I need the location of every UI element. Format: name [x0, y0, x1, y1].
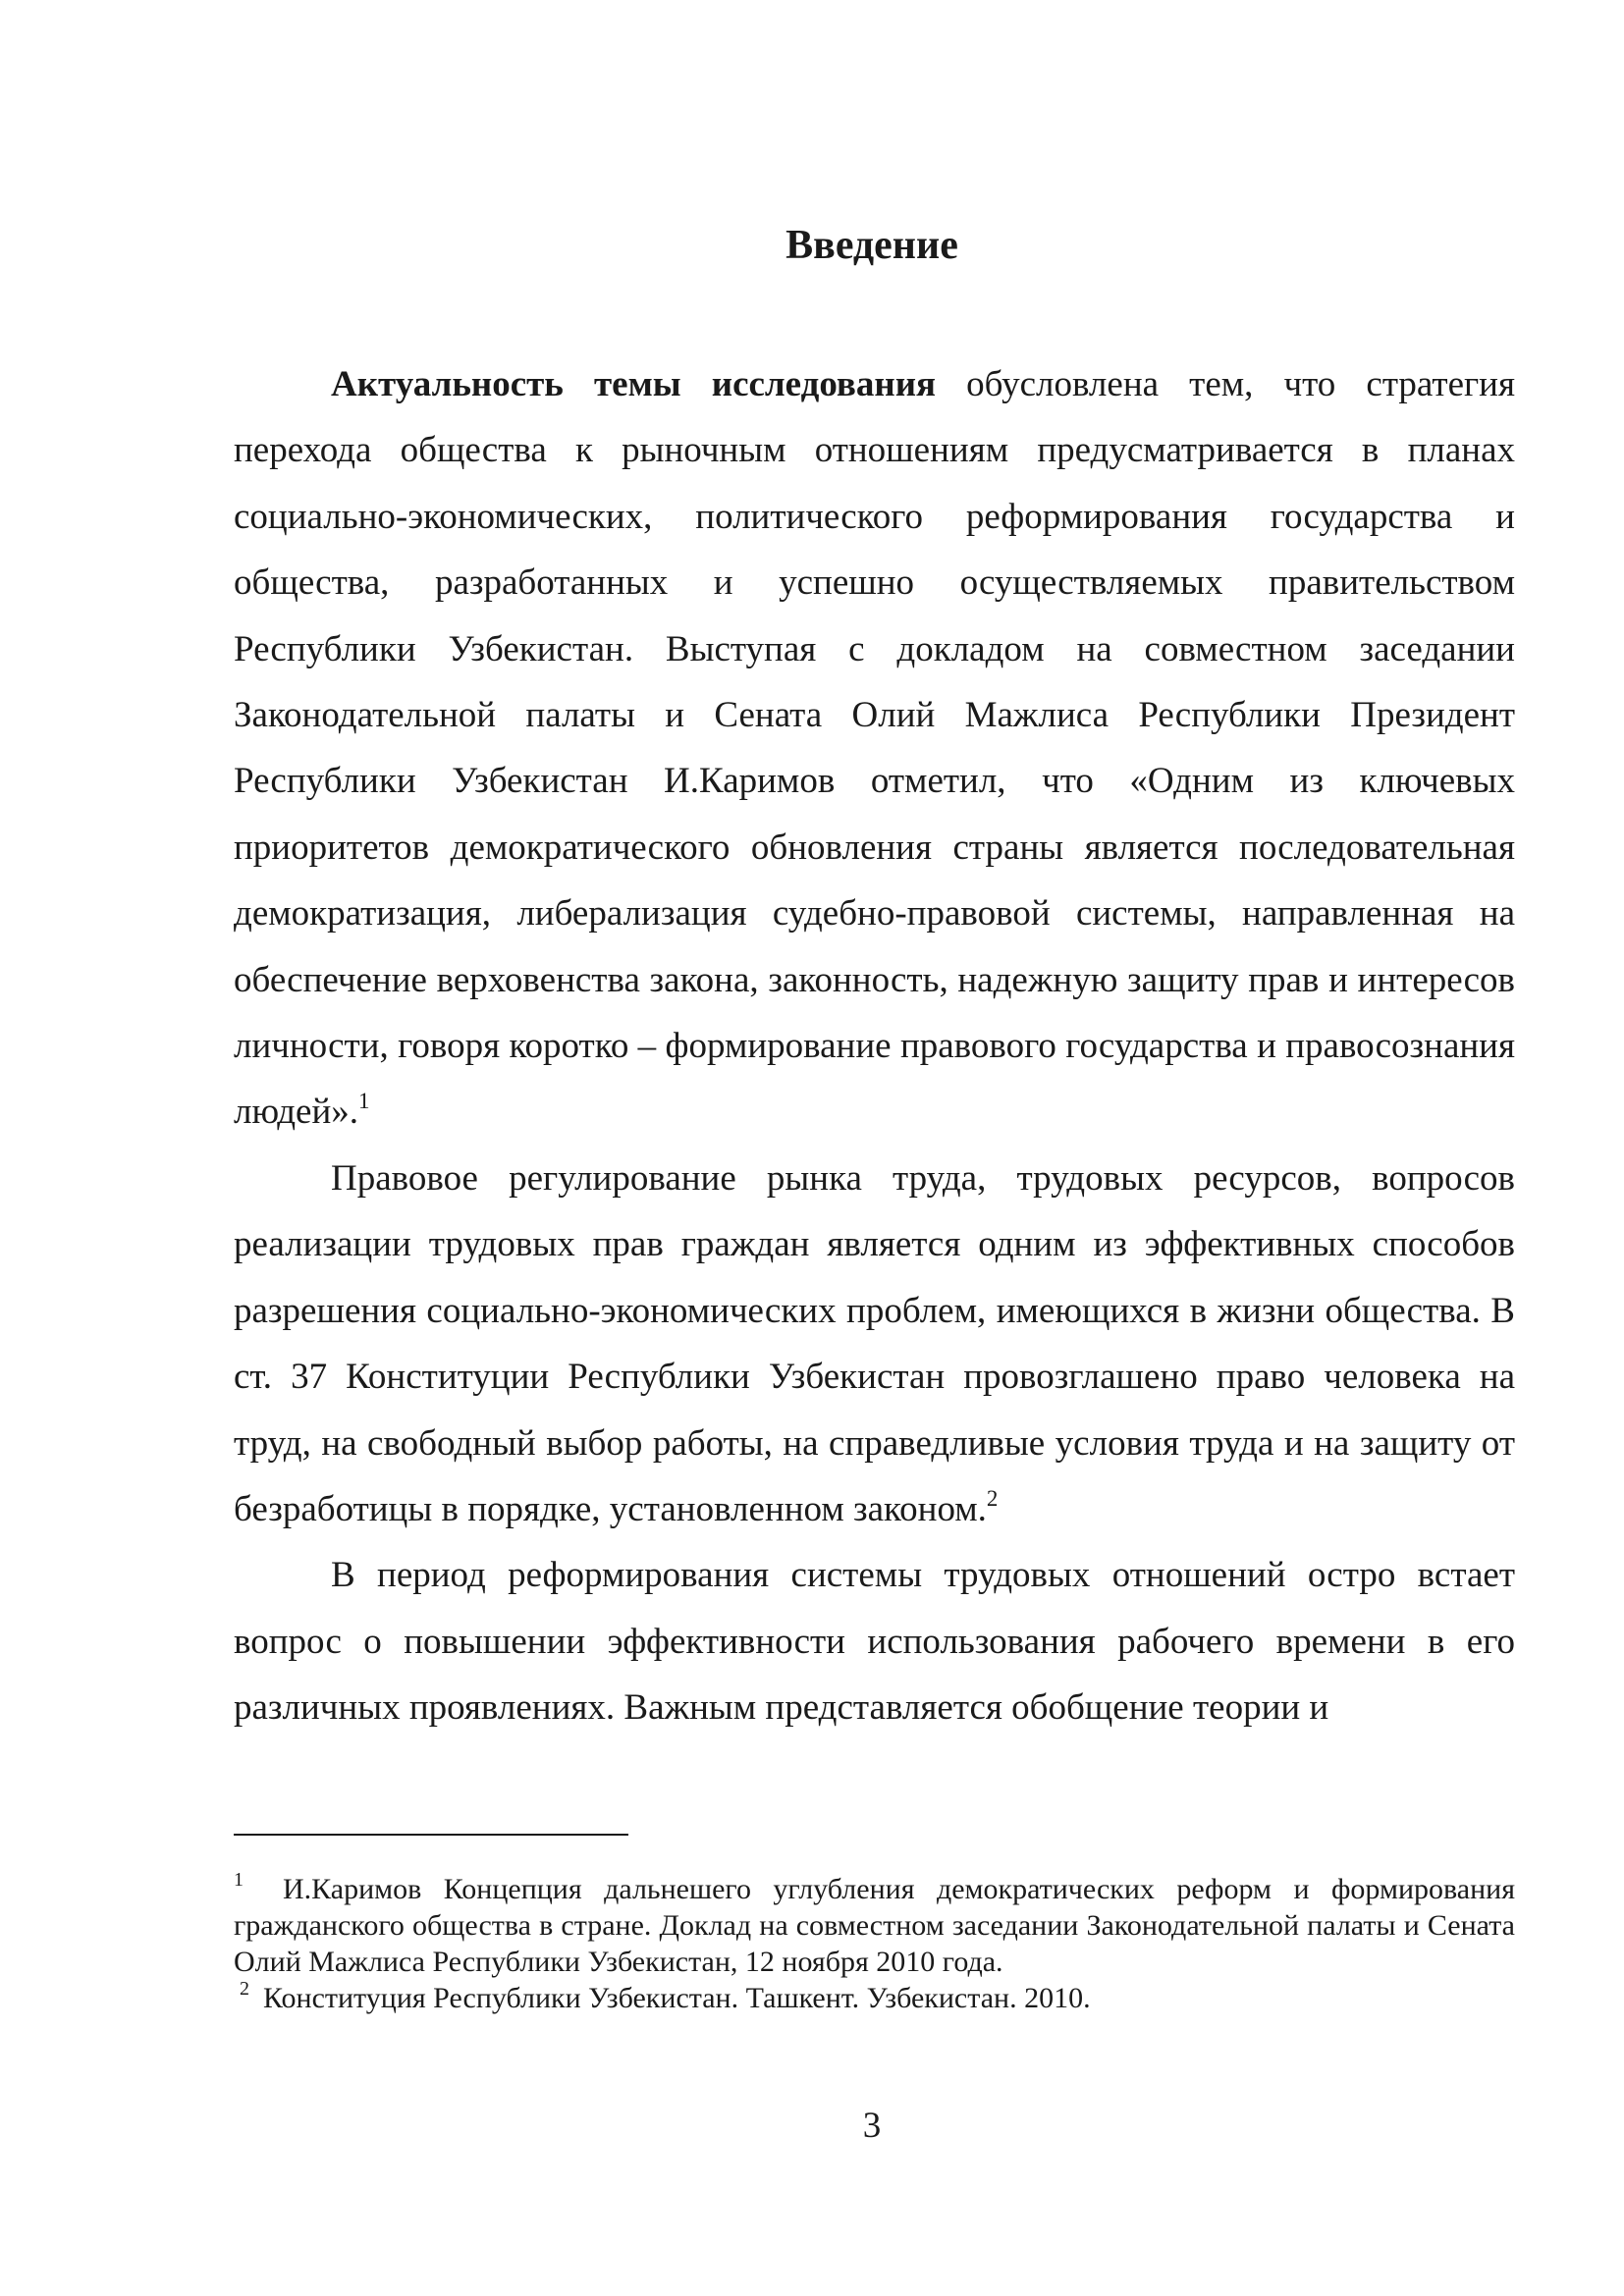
paragraph-text: В период реформирования системы трудовых отношений остро встает вопрос о повышении эффективности использования рабочего времени в его различных проявлениях. Важным представляется обобщение теории и: [234, 1555, 1515, 1729]
paragraph-reform-period: [234, 1542, 1515, 1740]
footnote-mark: 1: [234, 1869, 244, 1891]
footnote-ref-2[interactable]: 2: [986, 1485, 999, 1511]
paragraph-legal-regulation: [234, 1146, 1515, 1542]
page-title: Введение: [785, 223, 958, 268]
main-text: [234, 351, 1515, 1741]
footnote-separator: [234, 1834, 628, 1836]
paragraph-text: Правовое регулирование рынка труда, трудовых ресурсов, вопросов реализации трудовых прав граждан является одним из эффективных способов разрешения социально-экономических проблем, имеющихся в жизни общества. В ст. 37 Конституции Республики Узбекистан провозглашено право человека на труд, на свободный выбор работы, на справедливые условия труда и на защиту от безработицы в порядке, установленном законом.: [234, 1157, 1515, 1529]
paragraph-lead: Актуальность темы исследования: [331, 364, 937, 404]
paragraph-relevance: [234, 351, 1515, 1146]
footnote-2: [234, 1980, 1515, 2016]
footnote-1: [234, 1871, 1515, 1980]
paragraph-text: обусловлена тем, что стратегия перехода общества к рыночным отношениям предусматривается в планах социально-экономических, политического реформирования государства и общества, разработанных и успешно осуществляемых правительством Республики Узбекистан. Выступая с докладом на совместном заседании Законодательной палаты и Сената Олий Мажлиса Республики Президент Республики Узбекистан И.Каримов отметил, что «Одним из ключевых приоритетов демократического обновления страны является последовательная демократизация, либерализация судебно-правовой системы, направленная на обеспечение верховенства закона, законность, надежную защиту прав и интересов личности, говоря коротко – формирование правового государства и правосознания людей».: [234, 364, 1515, 1133]
footnote-text: И.Каримов Концепция дальнешего углубления демократических реформ и формирования гражданского общества в стране. Доклад на совместном заседании Законодательной палаты и Сената Олий Мажлиса Республики Узбекистан, 12 ноября 2010 года.: [234, 1873, 1515, 1978]
footnote-ref-1[interactable]: 1: [358, 1089, 370, 1114]
footnote-text: Конституция Республики Узбекистан. Ташкент. Узбекистан. 2010.: [263, 1982, 1091, 2014]
footnote-mark: 2: [240, 1978, 249, 2000]
page-number: 3: [862, 2106, 882, 2146]
footnotes: [234, 1871, 1515, 2016]
